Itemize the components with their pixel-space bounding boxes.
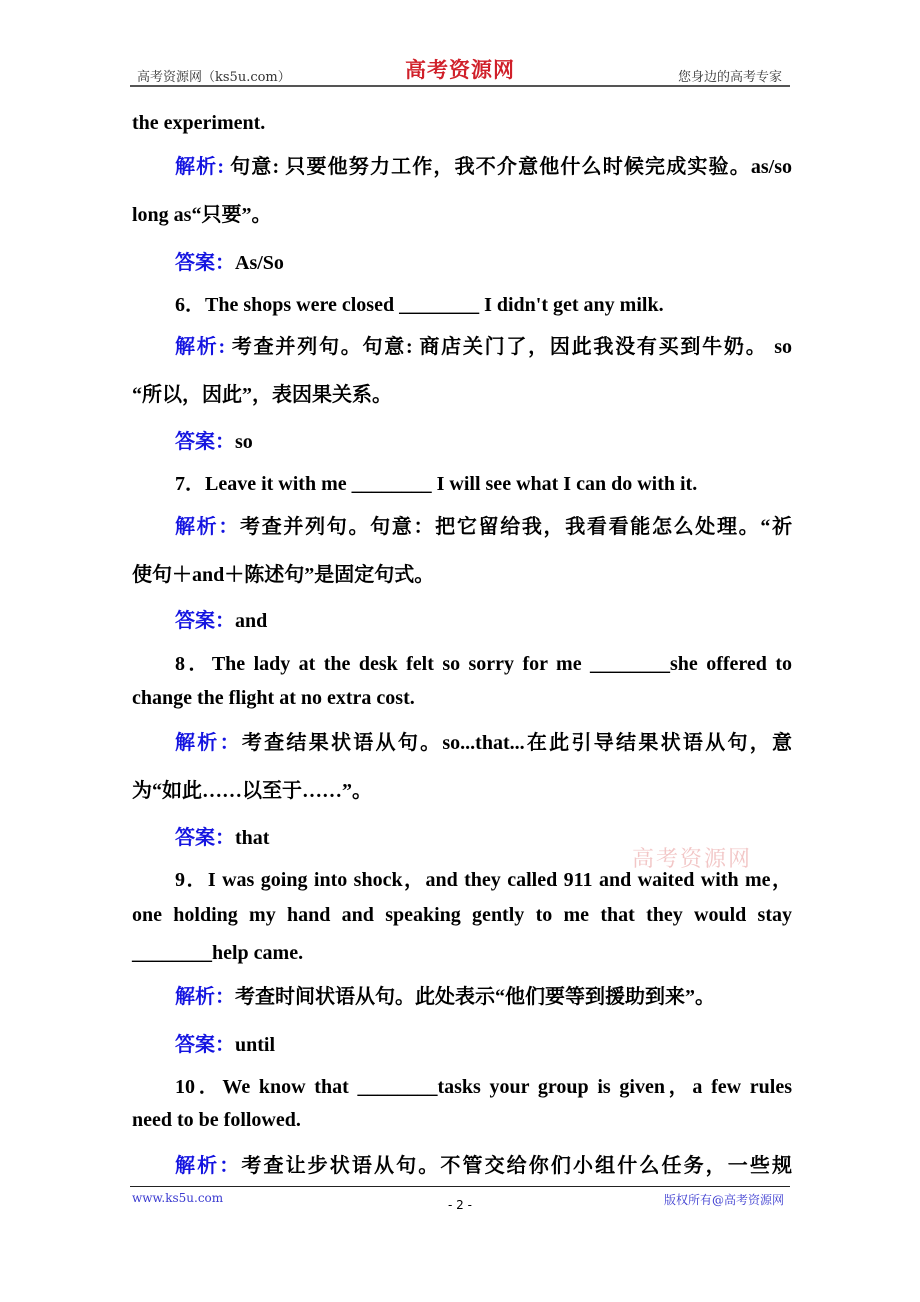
header-site-name: 高考资源网（ks5u.com） — [137, 70, 291, 85]
line-text: 6．The shops were closed ________ I didn't get any milk. — [175, 294, 664, 316]
line-text: so — [235, 431, 253, 453]
text-line — [132, 904, 792, 927]
line-text: 使句＋and＋陈述句”是固定句式。 — [132, 564, 435, 586]
header-logo: 高考资源网 — [405, 57, 515, 82]
line-text: and — [235, 610, 268, 632]
text-line — [175, 1070, 792, 1099]
line-text: need to be followed. — [132, 1109, 301, 1131]
line-text: 8．The lady at the desk felt so sorry for me ________she offered to — [175, 653, 792, 675]
footer-divider — [130, 1186, 790, 1187]
line-text: that — [235, 827, 270, 849]
line-text: As/So — [235, 252, 284, 274]
line-text: 考查并列句。句意：把它留给我，我看看能怎么处理。“祈 — [240, 516, 793, 538]
line-text: until — [235, 1034, 276, 1056]
line-text: “所以，因此”，表因果关系。 — [132, 384, 392, 406]
line-text: one holding my hand and speaking gently to me that they would stay — [132, 904, 792, 926]
line-label: 解析: — [175, 336, 226, 358]
text-line — [175, 246, 792, 275]
text-line — [132, 1109, 792, 1132]
text-line — [132, 112, 792, 135]
line-label: 解析: — [175, 156, 224, 178]
text-line — [175, 510, 792, 539]
text-line — [175, 821, 792, 850]
text-line — [175, 604, 792, 633]
line-text: 考查让步状语从句。不管交给你们小组什么任务，一些规 — [241, 1155, 793, 1177]
text-line — [175, 467, 792, 496]
watermark: 高考资源网 — [632, 847, 753, 872]
text-line — [175, 1028, 792, 1057]
line-label: 解析： — [175, 516, 241, 538]
line-text: 9．I was going into shock，and they called 911 and waited with me， — [175, 869, 792, 891]
text-line — [132, 687, 792, 710]
line-text: change the flight at no extra cost. — [132, 687, 415, 709]
line-label: 答案： — [175, 431, 235, 453]
text-line — [132, 558, 792, 587]
line-text: 为“如此……以至于……”。 — [132, 780, 372, 802]
text-line — [175, 863, 792, 892]
line-label: 解析： — [175, 732, 242, 754]
text-line — [132, 378, 792, 407]
text-line — [175, 1149, 792, 1178]
text-line — [175, 726, 792, 755]
text-line — [175, 288, 792, 317]
line-text: 考查时间状语从句。此处表示“他们要等到援助到来”。 — [235, 986, 715, 1008]
line-label: 答案： — [175, 252, 235, 274]
line-text: long as“只要”。 — [132, 204, 272, 226]
text-line — [175, 647, 792, 676]
line-label: 答案： — [175, 610, 235, 632]
text-line — [132, 942, 792, 965]
text-line — [175, 425, 792, 454]
line-label: 答案： — [175, 827, 235, 849]
line-text: the experiment. — [132, 112, 266, 134]
header-divider — [130, 85, 790, 87]
line-text: 考查并列句。句意: 商店关门了，因此我没有买到牛奶。 so — [225, 336, 792, 358]
line-text: 考查结果状语从句。so...that...在此引导结果状语从句，意 — [241, 732, 793, 754]
header-slogan: 您身边的高考专家 — [677, 70, 782, 85]
line-label: 解析： — [175, 1155, 242, 1177]
line-text: 7．Leave it with me ________ I will see what I can do with it. — [175, 473, 698, 495]
page-number: - 2 - — [448, 1198, 472, 1212]
line-text: 10．We know that ________tasks your group is given，a few rules — [175, 1076, 792, 1098]
footer-url-link[interactable]: www.ks5u.com — [132, 1191, 224, 1205]
text-line — [175, 330, 792, 359]
text-line — [175, 980, 792, 1009]
text-line — [132, 198, 792, 227]
line-label: 解析： — [175, 986, 235, 1008]
line-text: ________help came. — [132, 942, 304, 964]
text-line — [175, 150, 792, 179]
line-label: 答案： — [175, 1034, 235, 1056]
text-line — [132, 774, 792, 803]
line-text: 句意: 只要他努力工作，我不介意他什么时候完成实验。as/so — [223, 156, 792, 178]
footer-copyright: 版权所有@高考资源网 — [663, 1193, 784, 1207]
